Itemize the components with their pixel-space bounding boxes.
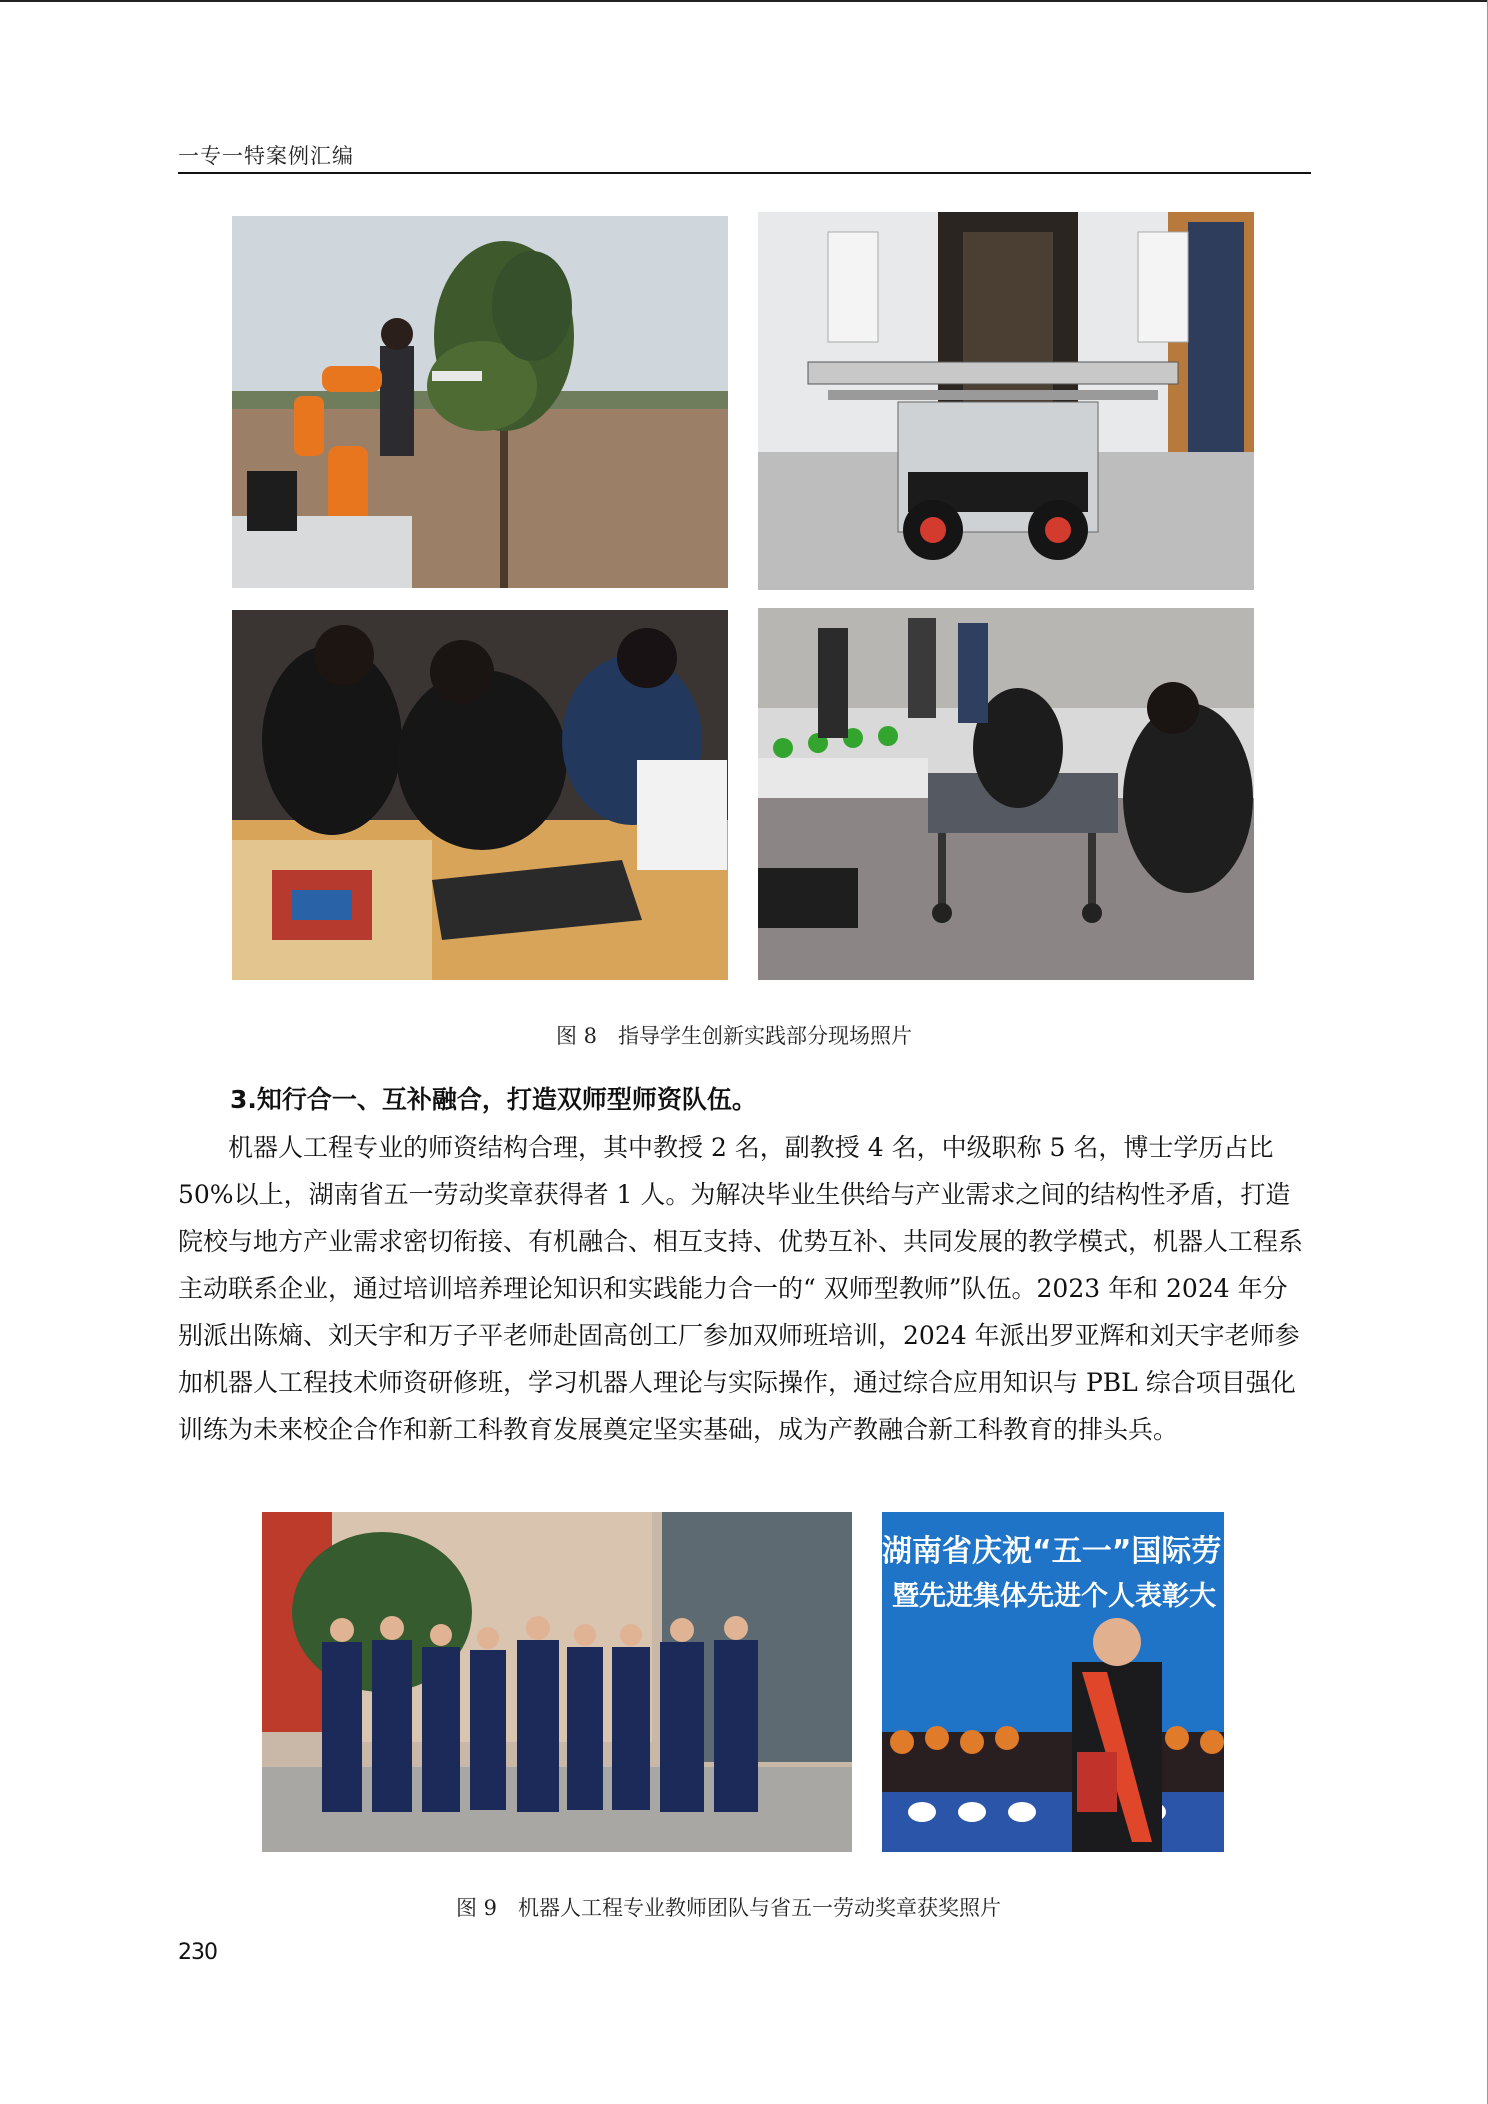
section-heading: 3.知行合一、互补融合，打造双师型师资队伍。 <box>230 1085 757 1114</box>
students-competition-laptop-photo <box>232 610 728 980</box>
orchard-robot-arm-photo <box>232 216 728 588</box>
banner-text-line1: 湖南省庆祝“五一”国际劳 <box>882 1534 1222 1569</box>
figure-8-caption: 图 8 指导学生创新实践部分现场照片 <box>556 1024 913 1048</box>
robot-chassis-corridor-photo <box>758 212 1254 590</box>
banner-text-line2: 暨先进集体先进个人表彰大 <box>892 1581 1216 1612</box>
labor-medal-award-photo <box>882 1512 1224 1852</box>
figure-9-caption: 图 9 机器人工程专业教师团队与省五一劳动奖章获奖照片 <box>456 1896 1002 1920</box>
page-top-border <box>0 0 1488 2</box>
header-rule <box>178 172 1311 174</box>
students-robot-course-photo <box>758 608 1254 980</box>
teacher-team-photo <box>262 1512 852 1852</box>
running-header: 一专一特案例汇编 <box>178 144 354 168</box>
page-number: 230 <box>178 1940 217 1965</box>
paragraph-text: 机器人工程专业的师资结构合理，其中教授 2 名，副教授 4 名，中级职称 5 名，博士学历占比 50%以上，湖南省五一劳动奖章获得者 1 人。为解决毕业生供给与产业需求之间的结构性矛盾，打造院校与地方产业需求密切衔接、有机融合、相互支持、优势互补、共同发展的教学模式，机器人工程系主动联系企业，通过培训培养理论知识和实践能力合一的“ 双师型教师”队伍。2023 年和 2024 年分别派出陈熵、刘天宇和万子平老师赴固高创工厂参加双师班培训，2024 年派出罗亚辉和刘天宇老师参加机器人工程技术师资研修班，学习机器人理论与实际操作，通过综合应用知识与 PBL 综合项目强化训练为未来校企合作和新工科教育发展奠定坚实基础，成为产教融合新工科教育的排头兵。 <box>178 1133 1304 1444</box>
body-paragraph <box>178 1124 1311 1453</box>
